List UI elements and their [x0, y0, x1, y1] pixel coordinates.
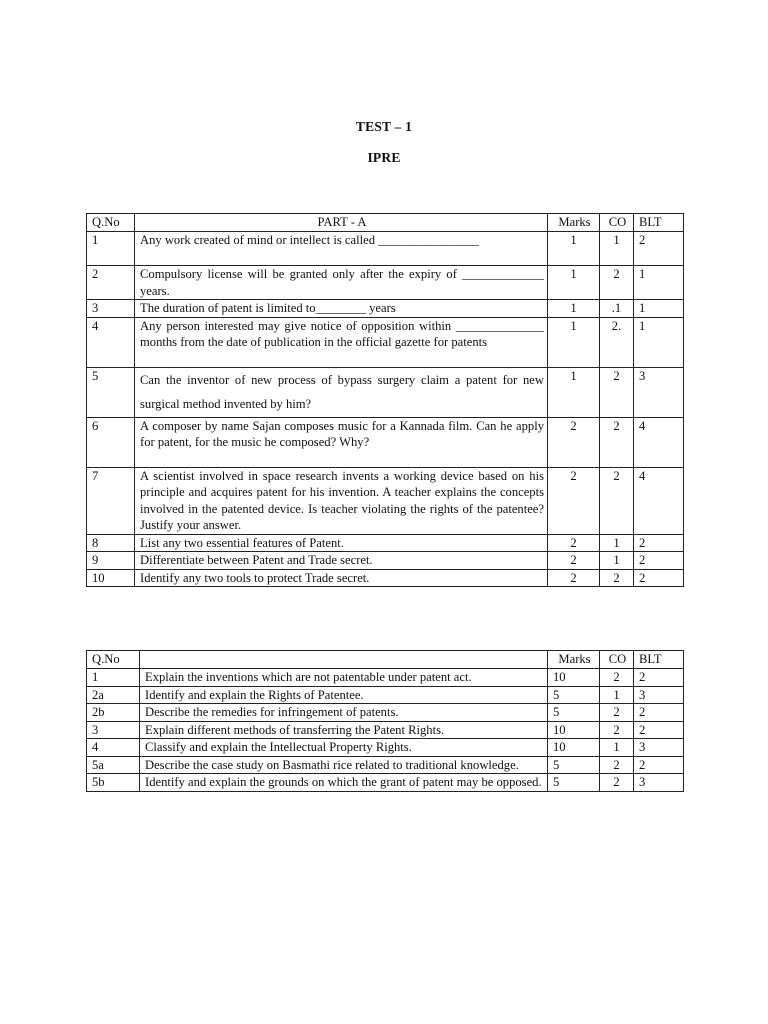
part-a-table	[86, 213, 684, 587]
table-row	[87, 552, 684, 570]
marks-value: 1	[548, 367, 600, 417]
question-number: 6	[87, 417, 135, 467]
table-row	[87, 367, 684, 417]
question-text: Can the inventor of new process of bypass surgery claim a patent for new surgical method invented by him?	[135, 367, 548, 417]
question-text: Differentiate between Patent and Trade secret.	[135, 552, 548, 570]
question-text: A scientist involved in space research invents a working device based on his principle and acquires patent for his invention. A teacher explains the concepts involved in the patented device. Is teacher violating the rights of the patentee? Justify your answer.	[135, 467, 548, 534]
co-value: 2	[600, 266, 634, 300]
co-value: 1	[600, 686, 634, 704]
question-text: Identify and explain the grounds on which the grant of patent may be opposed.	[140, 774, 548, 792]
marks-value: 2	[548, 569, 600, 587]
co-value: 2	[600, 721, 634, 739]
part-b-table	[86, 650, 684, 792]
co-value: 2	[600, 467, 634, 534]
co-value: 1	[600, 739, 634, 757]
marks-value: 10	[548, 669, 600, 687]
question-number: 2	[87, 266, 135, 300]
co-header: CO	[600, 651, 634, 669]
marks-value: 2	[548, 417, 600, 467]
question-number: 1	[87, 232, 135, 266]
question-number: 1	[87, 669, 140, 687]
marks-header: Marks	[548, 214, 600, 232]
co-value: 2	[600, 669, 634, 687]
blt-value: 3	[634, 739, 684, 757]
question-text: Identify any two tools to protect Trade secret.	[135, 569, 548, 587]
question-number: 2a	[87, 686, 140, 704]
table-row	[87, 774, 684, 792]
question-text: Explain the inventions which are not patentable under patent act.	[140, 669, 548, 687]
table-row	[87, 417, 684, 467]
blt-header: BLT	[634, 651, 684, 669]
blt-value: 3	[634, 686, 684, 704]
question-number: 3	[87, 721, 140, 739]
table-row	[87, 300, 684, 318]
part-b-header-row	[87, 651, 684, 669]
question-text: Identify and explain the Rights of Patentee.	[140, 686, 548, 704]
part-a-header-row	[87, 214, 684, 232]
co-value: 1	[600, 232, 634, 266]
marks-value: 2	[548, 534, 600, 552]
question-text: List any two essential features of Patent.	[135, 534, 548, 552]
part-a-heading: PART - A	[135, 214, 548, 232]
question-number: 3	[87, 300, 135, 318]
table-row	[87, 704, 684, 722]
marks-value: 5	[548, 774, 600, 792]
marks-value: 1	[548, 317, 600, 367]
table-row	[87, 534, 684, 552]
table-row	[87, 317, 684, 367]
table-row	[87, 756, 684, 774]
question-number: 5a	[87, 756, 140, 774]
question-text: Any person interested may give notice of opposition within ______________ months from the date of publication in the official gazette for patents	[135, 317, 548, 367]
table-row	[87, 266, 684, 300]
co-value: .1	[600, 300, 634, 318]
blt-value: 3	[634, 367, 684, 417]
blt-value: 2	[634, 721, 684, 739]
blt-value: 2	[634, 534, 684, 552]
question-number: 5	[87, 367, 135, 417]
table-row	[87, 232, 684, 266]
blt-value: 3	[634, 774, 684, 792]
blt-value: 2	[634, 756, 684, 774]
question-number: 8	[87, 534, 135, 552]
co-value: 2	[600, 417, 634, 467]
blt-value: 2	[634, 569, 684, 587]
blt-value: 4	[634, 467, 684, 534]
marks-value: 1	[548, 266, 600, 300]
blt-value: 2	[634, 669, 684, 687]
co-header: CO	[600, 214, 634, 232]
question-number: 9	[87, 552, 135, 570]
question-number: 4	[87, 317, 135, 367]
question-text: Describe the case study on Basmathi rice related to traditional knowledge.	[140, 756, 548, 774]
question-text: A composer by name Sajan composes music for a Kannada film. Can he apply for patent, for the music he composed? Why?	[135, 417, 548, 467]
question-number: 4	[87, 739, 140, 757]
table-row	[87, 686, 684, 704]
blt-value: 4	[634, 417, 684, 467]
co-value: 2	[600, 774, 634, 792]
question-text: Describe the remedies for infringement of patents.	[140, 704, 548, 722]
co-value: 2	[600, 704, 634, 722]
question-text: Classify and explain the Intellectual Property Rights.	[140, 739, 548, 757]
question-number: 5b	[87, 774, 140, 792]
question-text: Explain different methods of transferring the Patent Rights.	[140, 721, 548, 739]
co-value: 2	[600, 756, 634, 774]
question-header	[140, 651, 548, 669]
question-text: The duration of patent is limited to________ years	[135, 300, 548, 318]
co-value: 1	[600, 534, 634, 552]
qno-header: Q.No	[87, 214, 135, 232]
blt-value: 1	[634, 300, 684, 318]
marks-value: 5	[548, 704, 600, 722]
blt-value: 1	[634, 266, 684, 300]
co-value: 2.	[600, 317, 634, 367]
table-row	[87, 739, 684, 757]
table-row	[87, 721, 684, 739]
marks-value: 10	[548, 739, 600, 757]
marks-value: 2	[548, 467, 600, 534]
table-row	[87, 669, 684, 687]
question-text: Any work created of mind or intellect is called ________________	[135, 232, 548, 266]
qno-header: Q.No	[87, 651, 140, 669]
co-value: 1	[600, 552, 634, 570]
blt-header: BLT	[634, 214, 684, 232]
table-row	[87, 467, 684, 534]
marks-value: 1	[548, 232, 600, 266]
subject-title: IPRE	[367, 150, 401, 165]
marks-value: 10	[548, 721, 600, 739]
blt-value: 2	[634, 552, 684, 570]
marks-value: 5	[548, 686, 600, 704]
marks-value: 1	[548, 300, 600, 318]
blt-value: 2	[634, 232, 684, 266]
table-row	[87, 569, 684, 587]
question-number: 2b	[87, 704, 140, 722]
marks-header: Marks	[548, 651, 600, 669]
question-number: 7	[87, 467, 135, 534]
test-title: TEST – 1	[355, 119, 413, 134]
blt-value: 2	[634, 704, 684, 722]
question-number: 10	[87, 569, 135, 587]
marks-value: 2	[548, 552, 600, 570]
co-value: 2	[600, 367, 634, 417]
blt-value: 1	[634, 317, 684, 367]
marks-value: 5	[548, 756, 600, 774]
co-value: 2	[600, 569, 634, 587]
question-text: Compulsory license will be granted only after the expiry of _____________ years.	[135, 266, 548, 300]
